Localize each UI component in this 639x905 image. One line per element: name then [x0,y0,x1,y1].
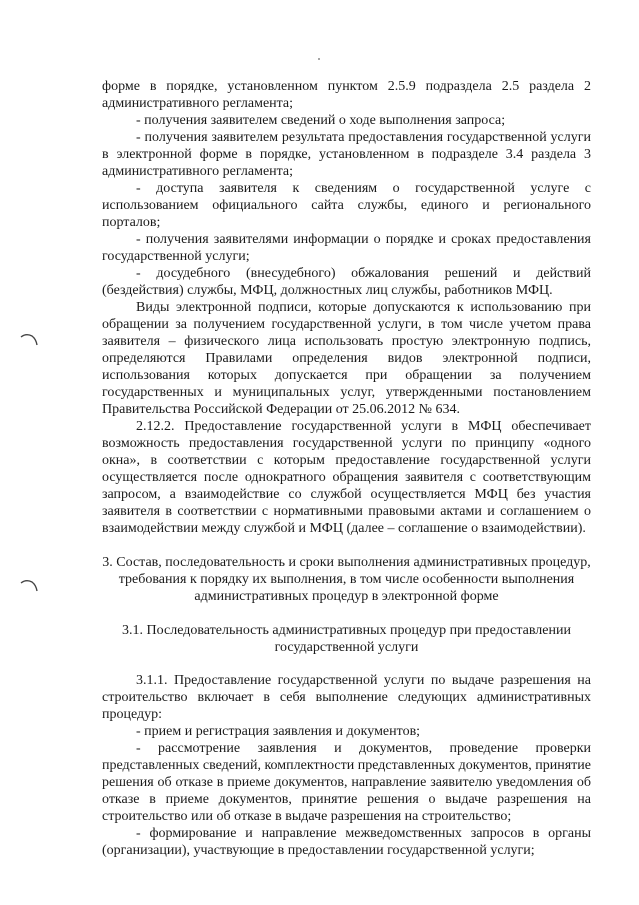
punch-hole-mark-icon [20,332,38,346]
paragraph: форме в порядке, установленном пунктом 2.5.9 подраздела 2.5 раздела 2 административного регламента; [102,79,591,111]
list-item: - досудебного (внесудебного) обжалования решений и действий (бездействия) службы, МФЦ, должностных лиц службы, работников МФЦ. [102,266,591,298]
paragraph: Виды электронной подписи, которые допускаются к использованию при обращении за получением государственной услуги, в том числе учетом права заявителя – физического лица использовать простую электронную подпись, определяются Правилами определения видов электронной подписи, использования которых допускается при обращении за получением государственных и муниципальных услуг, утвержденными постановлением Правительства Российской Федерации от 25.06.2012 № 634. [102,300,591,417]
list-item: - формирование и направление межведомственных запросов в органы (организации), участвующие в предоставлении государственной услуги; [102,826,591,858]
list-item: - доступа заявителя к сведениям о государственной услуге с использованием официального сайта службы, единого и регионального порталов; [102,181,591,230]
scan-speck [318,58,320,60]
punch-hole-mark-icon [20,578,38,592]
subsection-heading: 3.1. Последовательность административных процедур при предоставлении государственной услуги [122,623,571,655]
list-item: - получения заявителем сведений о ходе выполнения запроса; [136,113,506,128]
list-item: - получения заявителем результата предоставления государственной услуги в электронной форме в порядке, установленном в подразделе 3.4 раздела 3 административного регламента; [102,130,591,179]
document-body [102,78,591,859]
section-heading: 3. Состав, последовательность и сроки выполнения административных процедур, требования к порядку их выполнения, в том числе особенности выполнения административных процедур в электронной форме [102,555,591,604]
spacer [102,656,591,672]
paragraph: 2.12.2. Предоставление государственной услуги в МФЦ обеспечивает возможность предоставления государственной услуги по принципу «одного окна», в соответствии с которым предоставление государственной услуги осуществляется после однократного обращения заявителя с соответствующим запросом, а взаимодействие со службой осуществляется МФЦ без участия заявителя в соответствии с нормативными правовыми актами и соглашением о взаимодействии между службой и МФЦ (далее – соглашение о взаимодействии). [102,419,591,536]
list-item: - получения заявителями информации о порядке и сроках предоставления государственной услуги; [102,232,591,264]
paragraph: 3.1.1. Предоставление государственной услуги по выдаче разрешения на строительство включает в себя выполнение следующих административных процедур: [102,673,591,722]
list-item: - рассмотрение заявления и документов, проведение проверки представленных сведений, комплектности представленных документов, принятие решения об отказе в приеме документов, направление заявителю уведомления об отказе в приеме документов, принятие решения о выдаче разрешения на строительство или об отказе в выдаче разрешения на строительство; [102,741,592,824]
list-item: - прием и регистрация заявления и документов; [136,724,421,739]
